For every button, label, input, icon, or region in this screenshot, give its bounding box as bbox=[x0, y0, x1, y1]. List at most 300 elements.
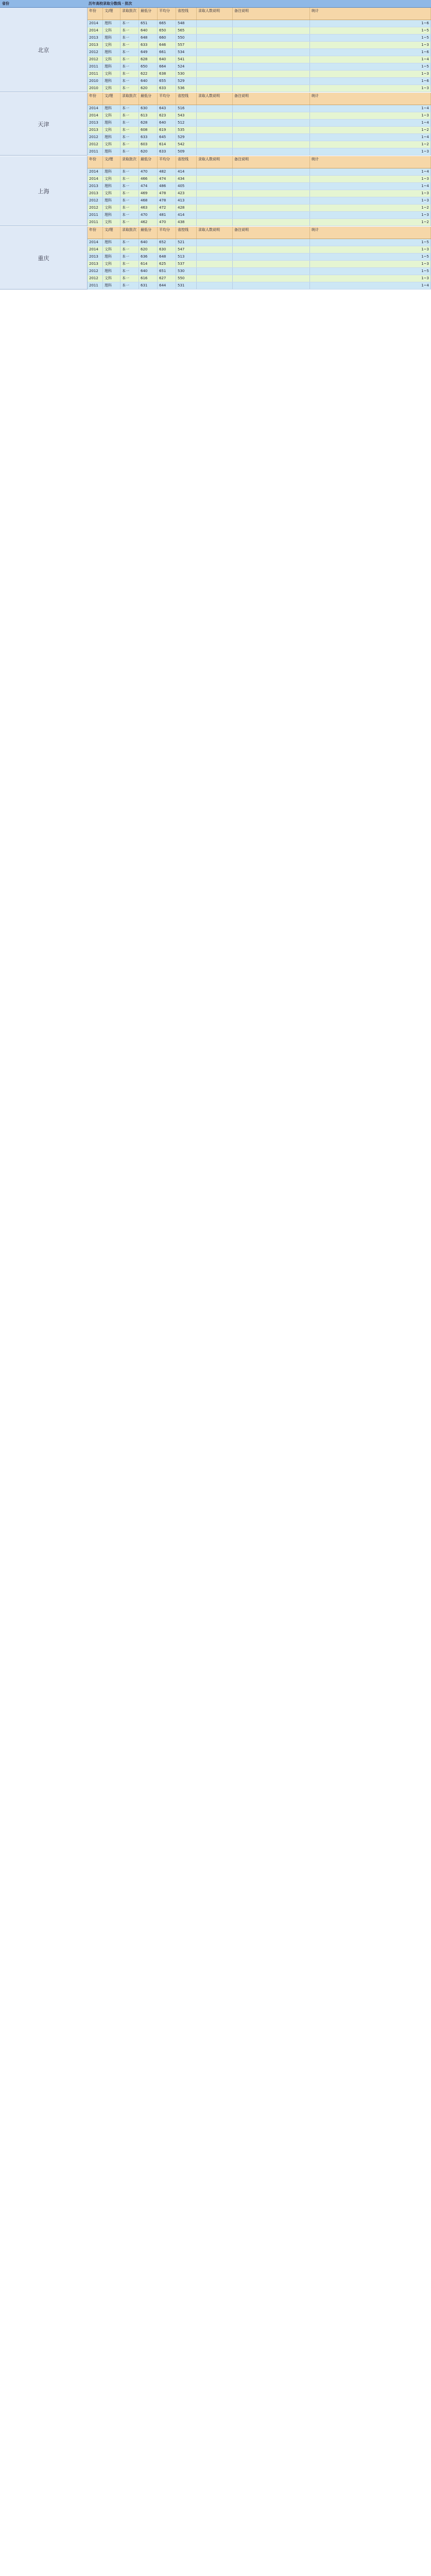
table-cell bbox=[233, 134, 310, 141]
table-cell: 613 bbox=[139, 112, 158, 119]
table-cell: 529 bbox=[176, 78, 197, 84]
table-cell: 本一 bbox=[120, 42, 139, 48]
table-cell bbox=[233, 105, 310, 112]
table-cell: 640 bbox=[139, 239, 158, 246]
table-cell: 2013 bbox=[88, 42, 103, 48]
table-cell: 438 bbox=[176, 219, 197, 226]
table-cell bbox=[233, 42, 310, 48]
table-cell: 文科 bbox=[103, 71, 120, 77]
header-cell: 录取人数说明 bbox=[197, 227, 233, 239]
table-cell bbox=[197, 42, 233, 48]
table-cell: 本一 bbox=[120, 85, 139, 92]
table-row bbox=[88, 63, 431, 71]
table-cell: 644 bbox=[158, 282, 176, 289]
table-row bbox=[88, 253, 431, 261]
table-cell bbox=[197, 134, 233, 141]
province-cell bbox=[0, 93, 88, 156]
table-cell: 478 bbox=[158, 190, 176, 197]
table-cell: 466 bbox=[139, 176, 158, 182]
table-cell bbox=[197, 190, 233, 197]
table-cell bbox=[233, 205, 310, 211]
table-cell: 638 bbox=[158, 71, 176, 77]
table-cell: 理科 bbox=[103, 183, 120, 190]
table-row bbox=[88, 168, 431, 176]
table-cell: 文科 bbox=[103, 176, 120, 182]
table-cell: 2011 bbox=[88, 282, 103, 289]
table-cell: 474 bbox=[139, 183, 158, 190]
table-cell: 文科 bbox=[103, 190, 120, 197]
table-cell bbox=[197, 219, 233, 226]
table-cell: 本一 bbox=[120, 63, 139, 70]
table-cell: 630 bbox=[139, 105, 158, 112]
table-cell: 640 bbox=[158, 120, 176, 126]
table-cell bbox=[233, 120, 310, 126]
table-cell: 1~4 bbox=[310, 134, 431, 141]
table-cell bbox=[233, 56, 310, 63]
table-cell: 2010 bbox=[88, 78, 103, 84]
table-cell: 本一 bbox=[120, 205, 139, 211]
table-cell: 本一 bbox=[120, 148, 139, 155]
table-cell bbox=[233, 268, 310, 275]
table-row bbox=[88, 141, 431, 148]
table-cell: 557 bbox=[176, 42, 197, 48]
header-cell: 统计 bbox=[310, 156, 431, 168]
header-cell: 录取批次 bbox=[120, 227, 139, 239]
table-cell: 651 bbox=[158, 268, 176, 275]
table-cell: 636 bbox=[139, 253, 158, 260]
table-cell: 2014 bbox=[88, 246, 103, 253]
table-cell: 650 bbox=[139, 63, 158, 70]
table-cell bbox=[233, 20, 310, 27]
table-cell: 470 bbox=[158, 219, 176, 226]
table-cell: 1~2 bbox=[310, 219, 431, 226]
table-cell: 648 bbox=[139, 35, 158, 41]
table-cell: 文科 bbox=[103, 205, 120, 211]
table-cell: 理科 bbox=[103, 105, 120, 112]
header-cell: 文/理 bbox=[103, 156, 120, 168]
table-cell: 本一 bbox=[120, 56, 139, 63]
province-name: 上海 bbox=[38, 188, 49, 195]
table-cell bbox=[197, 112, 233, 119]
table-cell: 550 bbox=[176, 275, 197, 282]
table-cell: 535 bbox=[176, 127, 197, 133]
table-cell: 2012 bbox=[88, 268, 103, 275]
table-cell bbox=[233, 275, 310, 282]
header-cell: 文/理 bbox=[103, 93, 120, 105]
table-cell: 521 bbox=[176, 239, 197, 246]
table-cell: 1~4 bbox=[310, 183, 431, 190]
header-cell: 文/理 bbox=[103, 8, 120, 20]
table-cell: 509 bbox=[176, 148, 197, 155]
header-cell: 平均分 bbox=[158, 227, 176, 239]
table-cell: 1~6 bbox=[310, 49, 431, 56]
header-cell: 备注说明 bbox=[233, 93, 310, 105]
table-header bbox=[88, 227, 431, 239]
table-cell bbox=[197, 176, 233, 182]
table-cell bbox=[233, 49, 310, 56]
table-row bbox=[88, 190, 431, 197]
table-cell: 608 bbox=[139, 127, 158, 133]
table-cell: 537 bbox=[176, 261, 197, 267]
table-cell bbox=[197, 27, 233, 34]
province-name: 天津 bbox=[38, 121, 49, 128]
table-cell: 541 bbox=[176, 56, 197, 63]
table-cell: 理科 bbox=[103, 35, 120, 41]
table-cell bbox=[197, 85, 233, 92]
table-cell: 1~5 bbox=[310, 239, 431, 246]
header-cell: 文/理 bbox=[103, 227, 120, 239]
table-cell: 651 bbox=[139, 20, 158, 27]
table-cell: 本一 bbox=[120, 246, 139, 253]
table-cell: 650 bbox=[158, 27, 176, 34]
table-cell: 536 bbox=[176, 85, 197, 92]
table-row bbox=[88, 134, 431, 141]
table-cell: 1~2 bbox=[310, 141, 431, 148]
table-cell: 文科 bbox=[103, 27, 120, 34]
table-cell: 本一 bbox=[120, 176, 139, 182]
table-cell bbox=[197, 120, 233, 126]
header-cell: 年份 bbox=[88, 8, 103, 20]
table-cell: 565 bbox=[176, 27, 197, 34]
table-cell: 2013 bbox=[88, 127, 103, 133]
table-cell: 本一 bbox=[120, 35, 139, 41]
table-cell: 本一 bbox=[120, 212, 139, 218]
table-row bbox=[88, 275, 431, 282]
table-cell: 2012 bbox=[88, 141, 103, 148]
table-row bbox=[88, 42, 431, 49]
table-row bbox=[88, 127, 431, 134]
header-cell: 录取人数说明 bbox=[197, 8, 233, 20]
table-cell: 428 bbox=[176, 205, 197, 211]
table-cell: 463 bbox=[139, 205, 158, 211]
table-cell: 469 bbox=[139, 190, 158, 197]
table-cell: 理科 bbox=[103, 20, 120, 27]
header-cell: 统计 bbox=[310, 93, 431, 105]
table-cell: 理科 bbox=[103, 282, 120, 289]
table-row bbox=[88, 205, 431, 212]
table-cell: 文科 bbox=[103, 85, 120, 92]
table-cell: 2012 bbox=[88, 49, 103, 56]
table-cell: 1~3 bbox=[310, 112, 431, 119]
table-cell: 本一 bbox=[120, 127, 139, 133]
table-cell: 643 bbox=[158, 105, 176, 112]
table-cell: 1~3 bbox=[310, 246, 431, 253]
table-cell: 660 bbox=[158, 35, 176, 41]
table-cell: 本一 bbox=[120, 20, 139, 27]
table-cell: 547 bbox=[176, 246, 197, 253]
table-cell: 本一 bbox=[120, 261, 139, 267]
table-cell: 482 bbox=[158, 168, 176, 175]
table-row bbox=[88, 268, 431, 275]
table-cell: 2012 bbox=[88, 205, 103, 211]
table-cell bbox=[233, 176, 310, 182]
table-cell: 2011 bbox=[88, 148, 103, 155]
table-cell bbox=[233, 282, 310, 289]
province-header: 省份 bbox=[2, 2, 9, 6]
table-cell bbox=[197, 63, 233, 70]
table-cell: 1~4 bbox=[310, 56, 431, 63]
table-cell: 633 bbox=[139, 134, 158, 141]
page-title: 历年高校录取分数线 · 批次 bbox=[89, 2, 132, 6]
table-cell bbox=[197, 253, 233, 260]
table-cell: 640 bbox=[158, 56, 176, 63]
table-cell: 1~3 bbox=[310, 42, 431, 48]
header-cell: 年份 bbox=[88, 93, 103, 105]
table-cell: 1~5 bbox=[310, 63, 431, 70]
table-cell bbox=[233, 219, 310, 226]
table-cell bbox=[197, 35, 233, 41]
table-cell: 理科 bbox=[103, 268, 120, 275]
table-cell: 542 bbox=[176, 141, 197, 148]
table-cell: 2014 bbox=[88, 27, 103, 34]
table-cell: 文科 bbox=[103, 246, 120, 253]
table-row bbox=[88, 71, 431, 78]
table-cell: 1~5 bbox=[310, 268, 431, 275]
header-cell: 省控线 bbox=[176, 227, 197, 239]
table-cell: 2014 bbox=[88, 168, 103, 175]
table-cell: 本一 bbox=[120, 120, 139, 126]
table-cell: 470 bbox=[139, 168, 158, 175]
table-cell bbox=[233, 127, 310, 133]
table-row bbox=[88, 183, 431, 190]
table-cell: 本一 bbox=[120, 282, 139, 289]
header-cell: 录取批次 bbox=[120, 156, 139, 168]
table-cell: 530 bbox=[176, 71, 197, 77]
table-cell bbox=[233, 253, 310, 260]
table-header bbox=[88, 93, 431, 105]
table-cell: 2014 bbox=[88, 20, 103, 27]
table-cell: 529 bbox=[176, 134, 197, 141]
header-cell: 最低分 bbox=[139, 8, 158, 20]
table-cell: 462 bbox=[139, 219, 158, 226]
table-cell: 470 bbox=[139, 212, 158, 218]
table-cell: 1~3 bbox=[310, 197, 431, 204]
table-cell: 文科 bbox=[103, 261, 120, 267]
header-cell: 最低分 bbox=[139, 156, 158, 168]
table-cell bbox=[197, 282, 233, 289]
table-cell: 文科 bbox=[103, 141, 120, 148]
table-cell: 434 bbox=[176, 176, 197, 182]
table-row bbox=[88, 27, 431, 35]
table-cell: 本一 bbox=[120, 105, 139, 112]
table-cell: 633 bbox=[158, 148, 176, 155]
table-cell: 512 bbox=[176, 120, 197, 126]
table-cell bbox=[197, 141, 233, 148]
province-table bbox=[88, 93, 431, 156]
province-table bbox=[88, 227, 431, 290]
table-cell bbox=[233, 246, 310, 253]
table-cell: 2012 bbox=[88, 134, 103, 141]
table-cell bbox=[197, 197, 233, 204]
table-cell: 文科 bbox=[103, 275, 120, 282]
table-cell: 1~6 bbox=[310, 20, 431, 27]
table-cell: 本一 bbox=[120, 112, 139, 119]
header-cell: 备注说明 bbox=[233, 8, 310, 20]
header-cell: 年份 bbox=[88, 227, 103, 239]
province-table bbox=[88, 8, 431, 92]
table-cell: 2013 bbox=[88, 183, 103, 190]
table-cell: 534 bbox=[176, 49, 197, 56]
table-cell: 文科 bbox=[103, 219, 120, 226]
table-cell: 652 bbox=[158, 239, 176, 246]
province-cell bbox=[0, 156, 88, 226]
table-cell: 本一 bbox=[120, 275, 139, 282]
table-cell: 本一 bbox=[120, 141, 139, 148]
table-cell: 理科 bbox=[103, 49, 120, 56]
table-cell: 1~5 bbox=[310, 27, 431, 34]
table-cell: 文科 bbox=[103, 42, 120, 48]
table-cell: 本一 bbox=[120, 134, 139, 141]
table-cell: 513 bbox=[176, 253, 197, 260]
table-cell: 524 bbox=[176, 63, 197, 70]
table-cell bbox=[197, 20, 233, 27]
header-cell: 年份 bbox=[88, 156, 103, 168]
table-cell bbox=[197, 212, 233, 218]
header-cell: 录取批次 bbox=[120, 93, 139, 105]
table-cell: 2013 bbox=[88, 261, 103, 267]
table-cell: 本一 bbox=[120, 219, 139, 226]
header-cell: 平均分 bbox=[158, 8, 176, 20]
table-cell: 本一 bbox=[120, 253, 139, 260]
table-row bbox=[88, 78, 431, 85]
table-row bbox=[88, 20, 431, 27]
table-cell: 620 bbox=[139, 85, 158, 92]
table-cell: 本一 bbox=[120, 27, 139, 34]
table-cell bbox=[197, 239, 233, 246]
table-cell: 614 bbox=[158, 141, 176, 148]
table-cell: 2013 bbox=[88, 120, 103, 126]
table-row bbox=[88, 212, 431, 219]
table-row bbox=[88, 197, 431, 205]
province-cell bbox=[0, 227, 88, 290]
table-row bbox=[88, 56, 431, 63]
table-cell: 2013 bbox=[88, 35, 103, 41]
table-cell: 理科 bbox=[103, 134, 120, 141]
table-cell bbox=[233, 27, 310, 34]
table-row bbox=[88, 176, 431, 183]
province-name: 重庆 bbox=[38, 255, 49, 262]
table-cell bbox=[233, 148, 310, 155]
table-cell: 640 bbox=[139, 268, 158, 275]
table-cell: 1~3 bbox=[310, 275, 431, 282]
table-cell: 655 bbox=[158, 78, 176, 84]
table-row bbox=[88, 219, 431, 226]
table-cell: 本一 bbox=[120, 239, 139, 246]
table-cell: 1~5 bbox=[310, 253, 431, 260]
table-cell: 文科 bbox=[103, 56, 120, 63]
table-row bbox=[88, 261, 431, 268]
header-cell: 统计 bbox=[310, 8, 431, 20]
table-cell: 2014 bbox=[88, 105, 103, 112]
table-cell: 614 bbox=[139, 261, 158, 267]
table-cell: 1~5 bbox=[310, 35, 431, 41]
table-cell bbox=[197, 127, 233, 133]
table-cell: 2011 bbox=[88, 71, 103, 77]
table-cell: 648 bbox=[158, 253, 176, 260]
header-cell: 录取人数说明 bbox=[197, 93, 233, 105]
table-cell: 理科 bbox=[103, 239, 120, 246]
table-cell: 478 bbox=[158, 197, 176, 204]
table-cell: 理科 bbox=[103, 197, 120, 204]
table-cell: 633 bbox=[158, 85, 176, 92]
table-cell: 405 bbox=[176, 183, 197, 190]
table-row bbox=[88, 120, 431, 127]
table-cell: 本一 bbox=[120, 183, 139, 190]
table-cell: 1~3 bbox=[310, 176, 431, 182]
province-name: 北京 bbox=[38, 46, 49, 54]
table-cell: 1~3 bbox=[310, 190, 431, 197]
table-cell: 1~3 bbox=[310, 71, 431, 77]
header-cell: 备注说明 bbox=[233, 156, 310, 168]
table-cell: 2010 bbox=[88, 85, 103, 92]
table-cell: 645 bbox=[158, 134, 176, 141]
header-cell: 平均分 bbox=[158, 156, 176, 168]
table-cell: 2011 bbox=[88, 63, 103, 70]
table-cell: 2011 bbox=[88, 212, 103, 218]
table-cell: 414 bbox=[176, 212, 197, 218]
header-cell: 省控线 bbox=[176, 93, 197, 105]
table-cell: 661 bbox=[158, 49, 176, 56]
table-cell: 本一 bbox=[120, 71, 139, 77]
header-cell: 平均分 bbox=[158, 93, 176, 105]
table-cell: 1~2 bbox=[310, 205, 431, 211]
table-row bbox=[88, 239, 431, 246]
table-cell: 665 bbox=[158, 20, 176, 27]
province-table bbox=[88, 156, 431, 226]
table-header bbox=[88, 156, 431, 168]
table-cell: 627 bbox=[158, 275, 176, 282]
table-cell bbox=[233, 78, 310, 84]
header-cell: 统计 bbox=[310, 227, 431, 239]
table-cell bbox=[197, 71, 233, 77]
table-header bbox=[88, 8, 431, 20]
header-cell: 省控线 bbox=[176, 156, 197, 168]
table-cell: 550 bbox=[176, 35, 197, 41]
table-cell: 本一 bbox=[120, 78, 139, 84]
table-cell bbox=[197, 205, 233, 211]
top-bar bbox=[0, 0, 431, 8]
table-row bbox=[88, 49, 431, 56]
table-cell bbox=[233, 168, 310, 175]
table-cell: 2014 bbox=[88, 176, 103, 182]
table-cell: 1~6 bbox=[310, 78, 431, 84]
table-cell: 1~3 bbox=[310, 85, 431, 92]
table-cell: 本一 bbox=[120, 190, 139, 197]
table-cell bbox=[197, 183, 233, 190]
table-cell bbox=[197, 246, 233, 253]
table-row bbox=[88, 282, 431, 290]
table-row bbox=[88, 148, 431, 156]
table-cell: 622 bbox=[139, 71, 158, 77]
table-row bbox=[88, 35, 431, 42]
table-cell: 664 bbox=[158, 63, 176, 70]
table-cell: 640 bbox=[139, 78, 158, 84]
table-cell: 2012 bbox=[88, 275, 103, 282]
table-cell: 543 bbox=[176, 112, 197, 119]
table-cell: 1~2 bbox=[310, 127, 431, 133]
table-cell: 630 bbox=[158, 246, 176, 253]
table-cell: 649 bbox=[139, 49, 158, 56]
table-cell: 603 bbox=[139, 141, 158, 148]
table-cell: 646 bbox=[158, 42, 176, 48]
table-row bbox=[88, 112, 431, 120]
table-cell bbox=[233, 141, 310, 148]
table-cell: 616 bbox=[139, 275, 158, 282]
table-cell: 619 bbox=[158, 127, 176, 133]
table-cell bbox=[197, 49, 233, 56]
table-cell bbox=[233, 35, 310, 41]
header-cell: 最低分 bbox=[139, 93, 158, 105]
